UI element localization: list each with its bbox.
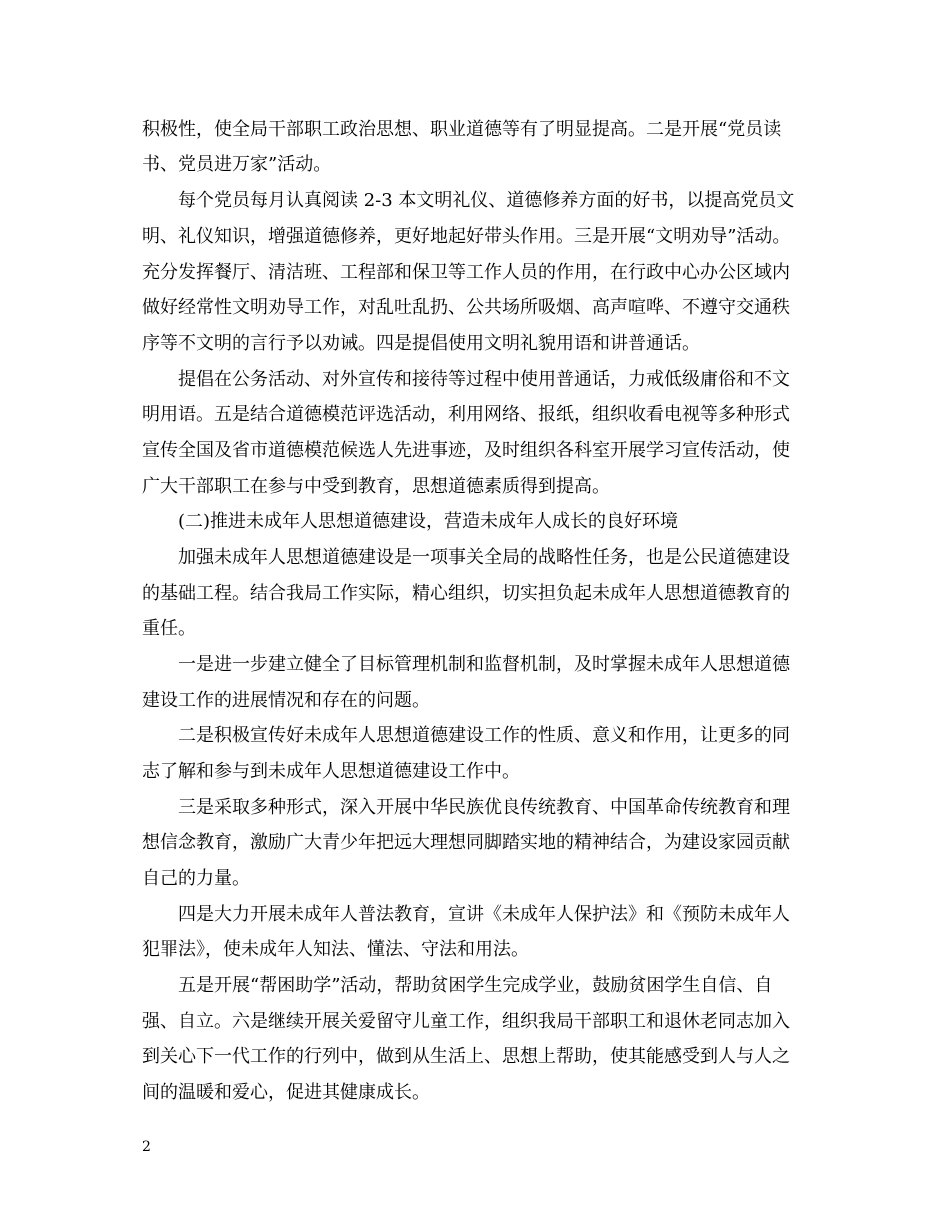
paragraph-first-line: 三是采取多种形式，深入开展中华民族优良传统教育、中国革命传统教育和理	[178, 797, 790, 818]
text-line: 广大干部职工在参与中受到教育，思想道德素质得到提高。	[142, 476, 610, 497]
paragraph-first-line: 提倡在公务活动、对外宣传和接待等过程中使用普通话，力戒低级庸俗和不文	[178, 369, 790, 390]
text-line: 志了解和参与到未成年人思想道德建设工作中。	[142, 761, 520, 782]
text-line: 书、党员进万家”活动。	[142, 154, 332, 175]
text-line: 建设工作的进展情况和存在的问题。	[142, 690, 430, 711]
text-line: 犯罪法》，使未成年人知法、懂法、守法和用法。	[142, 939, 529, 960]
paragraph-first-line: 加强未成年人思想道德建设是一项事关全局的战略性任务，也是公民道德建设	[178, 547, 790, 568]
paragraph-first-line: 二是积极宣传好未成年人思想道德建设工作的性质、意义和作用，让更多的同	[178, 725, 790, 746]
text-line: 间的温暖和爱心，促进其健康成长。	[142, 1082, 430, 1103]
text-line: 积极性，使全局干部职工政治思想、职业道德等有了明显提高。二是开展“党员读	[142, 119, 782, 140]
text-line: 强、自立。六是继续开展关爱留守儿童工作，组织我局干部职工和退休老同志加入	[142, 1011, 790, 1032]
section-heading: (二)推进未成年人思想道德建设，营造未成年人成长的良好环境	[178, 511, 679, 532]
text-line: 到关心下一代工作的行列中，做到从生活上、思想上帮助，使其能感受到人与人之	[142, 1046, 790, 1067]
paragraph-first-line: 每个党员每月认真阅读 2-3 本文明礼仪、道德修养方面的好书，以提高党员文	[178, 190, 795, 211]
text-line: 明用语。五是结合道德模范评选活动，利用网络、报纸，组织收看电视等多种形式	[142, 404, 790, 425]
paragraph-first-line: 五是开展“帮困助学”活动，帮助贫困学生完成学业，鼓励贫困学生自信、自	[178, 975, 773, 996]
text-line: 序等不文明的言行予以劝诫。四是提倡使用文明礼貌用语和讲普通话。	[142, 333, 700, 354]
text-line: 自己的力量。	[142, 868, 250, 889]
text-line: 宣传全国及省市道德模范候选人先进事迹，及时组织各科室开展学习宣传活动，使	[142, 440, 790, 461]
text-line: 充分发挥餐厅、清洁班、工程部和保卫等工作人员的作用，在行政中心办公区域内	[142, 262, 790, 283]
paragraph-first-line: 四是大力开展未成年人普法教育，宣讲《未成年人保护法》和《预防未成年人	[178, 904, 790, 925]
text-line: 做好经常性文明劝导工作，对乱吐乱扔、公共场所吸烟、高声喧哗、不遵守交通秩	[142, 297, 790, 318]
page-number: 2	[142, 1139, 151, 1155]
paragraph-first-line: 一是进一步建立健全了目标管理机制和监督机制，及时掌握未成年人思想道德	[178, 654, 790, 675]
text-line: 明、礼仪知识，增强道德修养，更好地起好带头作用。三是开展“文明劝导”活动。	[142, 226, 791, 247]
text-line: 想信念教育，激励广大青少年把远大理想同脚踏实地的精神结合，为建设家园贡献	[142, 832, 790, 853]
text-line: 的基础工程。结合我局工作实际，精心组织，切实担负起未成年人思想道德教育的	[142, 583, 790, 604]
text-line: 重任。	[142, 618, 196, 639]
